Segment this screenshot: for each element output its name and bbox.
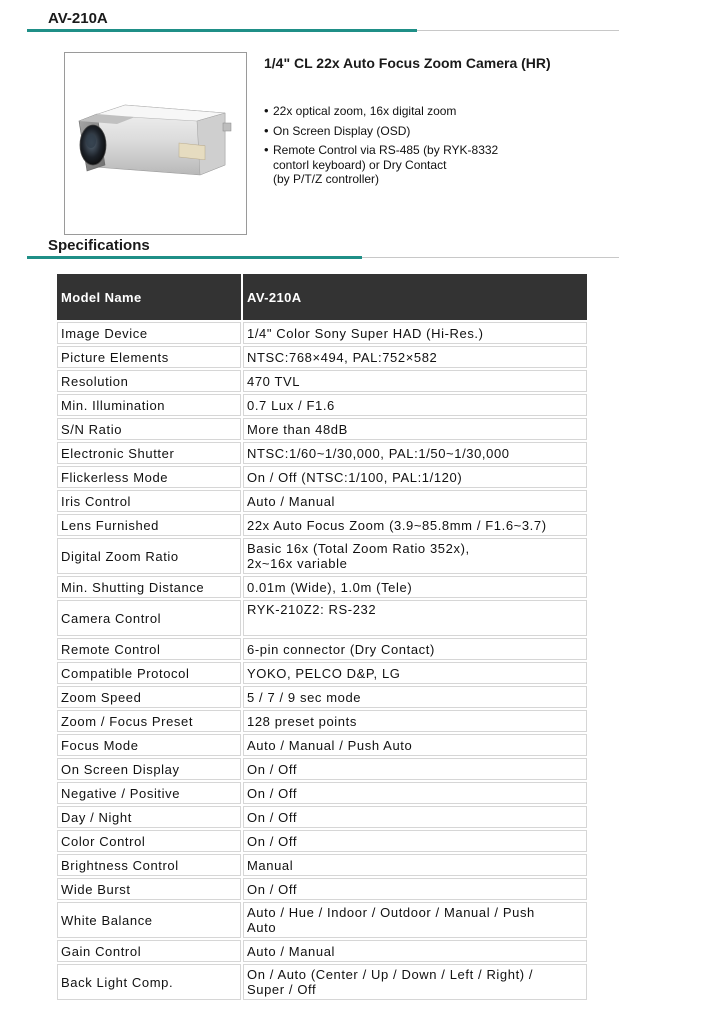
spec-value: Basic 16x (Total Zoom Ratio 352x), 2x~16x variable bbox=[243, 538, 587, 574]
table-row bbox=[57, 576, 587, 598]
spec-value: YOKO, PELCO D&P, LG bbox=[243, 662, 587, 684]
spec-value: 0.7 Lux / F1.6 bbox=[243, 394, 587, 416]
spec-label: Resolution bbox=[57, 370, 241, 392]
spec-value: 128 preset points bbox=[243, 710, 587, 732]
header-value: AV-210A bbox=[243, 274, 587, 320]
table-row bbox=[57, 854, 587, 876]
spec-label: Remote Control bbox=[57, 638, 241, 660]
spec-label: On Screen Display bbox=[57, 758, 241, 780]
table-row bbox=[57, 442, 587, 464]
table-row bbox=[57, 600, 587, 636]
feature-item: • On Screen Display (OSD) bbox=[264, 122, 411, 138]
spec-value: Auto / Hue / Indoor / Outdoor / Manual / Push Auto bbox=[243, 902, 587, 938]
spec-label: Image Device bbox=[57, 322, 241, 344]
feature-item: • 22x optical zoom, 16x digital zoom bbox=[264, 103, 457, 118]
spec-value: RYK-210Z2: RS-232 bbox=[243, 600, 587, 636]
specifications-divider bbox=[27, 256, 619, 260]
spec-value: On / Off bbox=[243, 830, 587, 852]
spec-value: On / Off bbox=[243, 806, 587, 828]
camera-image bbox=[65, 53, 246, 234]
spec-label: S/N Ratio bbox=[57, 418, 241, 440]
table-row bbox=[57, 710, 587, 732]
spec-value: NTSC:768×494, PAL:752×582 bbox=[243, 346, 587, 368]
spec-table bbox=[55, 272, 589, 1002]
specifications-heading: Specifications bbox=[48, 237, 150, 254]
spec-label: Compatible Protocol bbox=[57, 662, 241, 684]
table-row bbox=[57, 758, 587, 780]
spec-value: Auto / Manual / Push Auto bbox=[243, 734, 587, 756]
spec-label: Digital Zoom Ratio bbox=[57, 538, 241, 574]
table-row bbox=[57, 346, 587, 368]
spec-value: Auto / Manual bbox=[243, 940, 587, 962]
spec-value: On / Off bbox=[243, 878, 587, 900]
spec-value: 5 / 7 / 9 sec mode bbox=[243, 686, 587, 708]
table-row bbox=[57, 638, 587, 660]
spec-value: On / Off bbox=[243, 758, 587, 780]
spec-value: 1/4" Color Sony Super HAD (Hi-Res.) bbox=[243, 322, 587, 344]
product-title: 1/4" CL 22x Auto Focus Zoom Camera (HR) bbox=[264, 55, 551, 71]
table-row bbox=[57, 538, 587, 574]
spec-label: Min. Illumination bbox=[57, 394, 241, 416]
table-row bbox=[57, 782, 587, 804]
spec-table-body bbox=[57, 322, 587, 1000]
spec-value: On / Off (NTSC:1/100, PAL:1/120) bbox=[243, 466, 587, 488]
spec-label: Back Light Comp. bbox=[57, 964, 241, 1000]
spec-label: Lens Furnished bbox=[57, 514, 241, 536]
table-row bbox=[57, 370, 587, 392]
bullet-icon: • bbox=[264, 142, 269, 157]
table-header-row bbox=[57, 274, 587, 320]
spec-label: Day / Night bbox=[57, 806, 241, 828]
spec-label: Iris Control bbox=[57, 490, 241, 512]
spec-label: Brightness Control bbox=[57, 854, 241, 876]
table-row bbox=[57, 686, 587, 708]
header-label: Model Name bbox=[57, 274, 241, 320]
table-row bbox=[57, 322, 587, 344]
table-row bbox=[57, 940, 587, 962]
spec-label: Zoom / Focus Preset bbox=[57, 710, 241, 732]
spec-value: 470 TVL bbox=[243, 370, 587, 392]
table-row bbox=[57, 466, 587, 488]
table-row bbox=[57, 662, 587, 684]
spec-label: Camera Control bbox=[57, 600, 241, 636]
table-row bbox=[57, 830, 587, 852]
spec-value: 0.01m (Wide), 1.0m (Tele) bbox=[243, 576, 587, 598]
feature-item: • Remote Control via RS-485 (by RYK-8332 contorl keyboard) or Dry Contact (by P/T/Z controller) bbox=[264, 142, 499, 186]
table-row bbox=[57, 394, 587, 416]
spec-label: Picture Elements bbox=[57, 346, 241, 368]
spec-value: More than 48dB bbox=[243, 418, 587, 440]
table-row bbox=[57, 418, 587, 440]
spec-value: NTSC:1/60~1/30,000, PAL:1/50~1/30,000 bbox=[243, 442, 587, 464]
page-title: AV-210A bbox=[48, 10, 108, 27]
table-row bbox=[57, 514, 587, 536]
spec-label: Zoom Speed bbox=[57, 686, 241, 708]
table-row bbox=[57, 806, 587, 828]
spec-value: On / Auto (Center / Up / Down / Left / Right) / Super / Off bbox=[243, 964, 587, 1000]
spec-value: On / Off bbox=[243, 782, 587, 804]
spec-label: Flickerless Mode bbox=[57, 466, 241, 488]
spec-label: Negative / Positive bbox=[57, 782, 241, 804]
bullet-icon: • bbox=[264, 103, 269, 118]
spec-value: 6-pin connector (Dry Contact) bbox=[243, 638, 587, 660]
product-photo bbox=[64, 52, 247, 235]
spec-label: Gain Control bbox=[57, 940, 241, 962]
table-row bbox=[57, 964, 587, 1000]
bullet-icon: • bbox=[264, 122, 269, 138]
table-row bbox=[57, 734, 587, 756]
spec-value: 22x Auto Focus Zoom (3.9~85.8mm / F1.6~3.7) bbox=[243, 514, 587, 536]
spec-label: Color Control bbox=[57, 830, 241, 852]
feature-list bbox=[264, 104, 594, 192]
table-row bbox=[57, 490, 587, 512]
spec-label: Min. Shutting Distance bbox=[57, 576, 241, 598]
spec-label: Focus Mode bbox=[57, 734, 241, 756]
spec-value: Auto / Manual bbox=[243, 490, 587, 512]
table-row bbox=[57, 902, 587, 938]
spec-label: White Balance bbox=[57, 902, 241, 938]
table-row bbox=[57, 878, 587, 900]
spec-label: Electronic Shutter bbox=[57, 442, 241, 464]
spec-label: Wide Burst bbox=[57, 878, 241, 900]
spec-value: Manual bbox=[243, 854, 587, 876]
header-divider bbox=[27, 29, 619, 33]
